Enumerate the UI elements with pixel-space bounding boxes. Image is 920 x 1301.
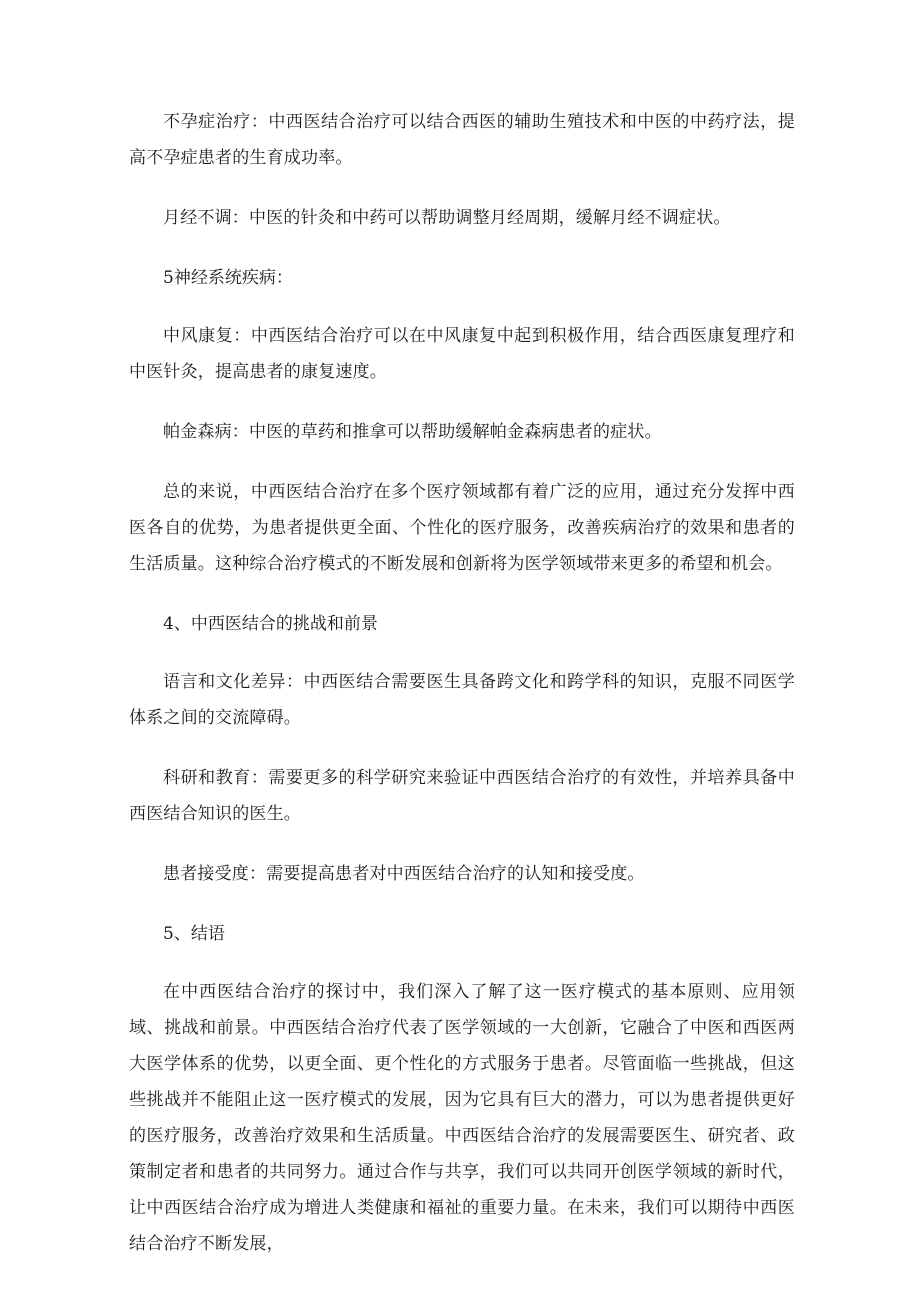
paragraph-menstrual: 月经不调：中医的针灸和中药可以帮助调整月经周期，缓解月经不调症状。 — [163, 208, 731, 228]
section-heading-neurological: 5神经系统疾病： — [163, 268, 293, 288]
paragraph-conclusion: 在中西医结合治疗的探讨中，我们深入了解了这一医疗模式的基本原则、应用领域、挑战和前景。中西医结合治疗代表了医学领域的一大创新，它融合了中医和西医两大医学体系的优势，以更全面、更个性化的方式服务于患者。尽管面临一些挑战，但这些挑战并不能阻止这一医疗模式的发展，因为它具有巨大的潜力，可以为患者提供更好的医疗服务，改善治疗效果和生活质量。中西医结合治疗的发展需要医生、研究者、政策制定者和患者的共同努力。通过合作与共享，我们可以共同开创医学领域的新时代，让中西医结合治疗成为增进人类健康和福祉的重要力量。在未来，我们可以期待中西医结合治疗不断发展， — [129, 982, 795, 1254]
section-heading-conclusion: 5、结语 — [163, 924, 225, 944]
document-body — [129, 104, 795, 1286]
paragraph-summary: 总的来说，中西医结合治疗在多个医疗领域都有着广泛的应用，通过充分发挥中西医各自的优势，为患者提供更全面、个性化的医疗服务，改善疾病治疗的效果和患者的生活质量。这种综合治疗模式的不断发展和创新将为医学领域带来更多的希望和机会。 — [129, 482, 795, 574]
section-heading-challenges: 4、中西医结合的挑战和前景 — [163, 614, 378, 634]
paragraph-stroke-rehab: 中风康复：中西医结合治疗可以在中风康复中起到积极作用，结合西医康复理疗和中医针灸，提高患者的康复速度。 — [129, 326, 795, 382]
paragraph-research-education: 科研和教育：需要更多的科学研究来验证中西医结合治疗的有效性，并培养具备中西医结合知识的医生。 — [129, 768, 795, 824]
paragraph-infertility: 不孕症治疗：中西医结合治疗可以结合西医的辅助生殖技术和中医的中药疗法，提高不孕症患者的生育成功率。 — [129, 112, 795, 168]
paragraph-parkinsons: 帕金森病：中医的草药和推拿可以帮助缓解帕金森病患者的症状。 — [163, 422, 662, 442]
paragraph-patient-acceptance: 患者接受度：需要提高患者对中西医结合治疗的认知和接受度。 — [163, 864, 645, 884]
paragraph-language-culture: 语言和文化差异：中西医结合需要医生具备跨文化和跨学科的知识，克服不同医学体系之间的交流障碍。 — [129, 672, 795, 728]
